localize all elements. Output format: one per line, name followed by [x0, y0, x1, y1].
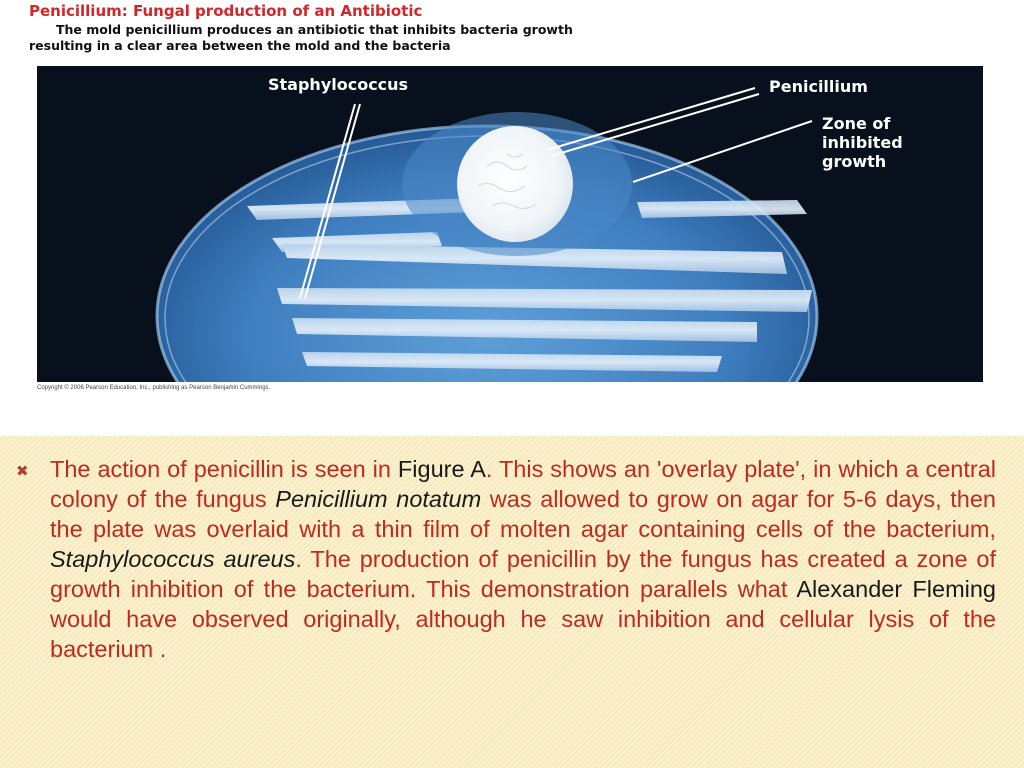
species-staphylococcus-aureus: Staphylococcus aureus	[50, 546, 296, 572]
label-zone-line3: growth	[822, 152, 887, 171]
caption-text-1: The action of penicillin is seen in	[50, 456, 398, 482]
penicillium-colony	[457, 126, 573, 242]
name-alexander-fleming: Alexander Fleming	[796, 576, 997, 602]
x-bullet-icon: ✖	[16, 463, 29, 480]
label-zone-of-inhibited-growth	[822, 114, 903, 171]
figure-subtitle-line1: The mold penicillium produces an antibiotic that inhibits bacteria growth	[56, 22, 573, 37]
label-penicillium: Penicillium	[769, 77, 868, 96]
caption-text-9: would have observed originally, although he saw inhibition and cellular lysis of the bacterium .	[50, 606, 996, 662]
caption-text-3: . This shows an 'overlay plate', in which a central colony of the fungus	[50, 456, 996, 512]
petri-dish-photo	[37, 66, 983, 382]
figure-subtitle-line2: resulting in a clear area between the mold and the bacteria	[29, 38, 451, 53]
label-staphylococcus: Staphylococcus	[268, 75, 409, 94]
caption-paragraph	[50, 454, 996, 664]
figure-a-reference: Figure A	[397, 456, 486, 482]
copyright-note: Copyright © 2006 Pearson Education, Inc., publishing as Pearson Benjamin Cummings.	[37, 385, 271, 391]
figure-title: Penicillium: Fungal production of an Antibiotic	[29, 2, 423, 20]
caption-text-5: was allowed to grow on agar for 5-6 days, then the plate was overlaid with a thin film of molten agar containing cells of the bacterium,	[50, 486, 996, 542]
caption-text-7: . The production of penicillin by the fungus has created a zone of growth inhibition of the bacterium. This demonstration parallels what	[50, 546, 996, 602]
label-zone-line1: Zone of	[822, 114, 891, 133]
species-penicillium-notatum: Penicillium notatum	[275, 486, 482, 512]
label-zone-line2: inhibited	[822, 133, 903, 152]
